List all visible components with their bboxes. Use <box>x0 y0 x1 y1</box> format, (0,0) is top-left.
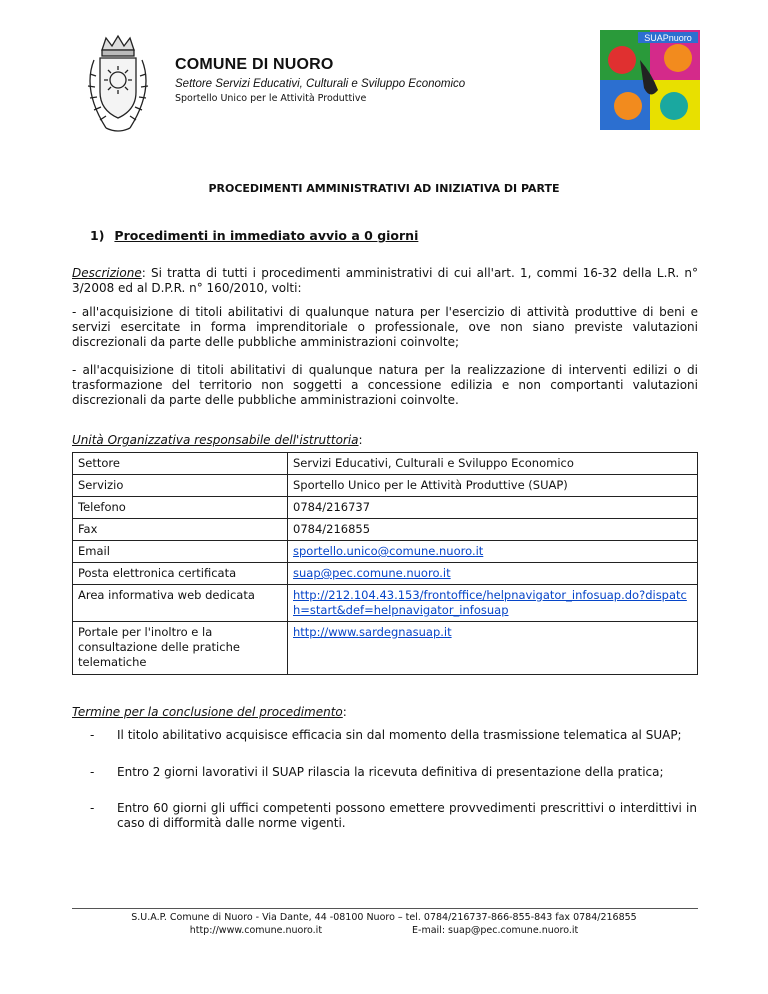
org-department: Settore Servizi Educativi, Culturali e Sviluppo Economico <box>175 78 466 90</box>
org-office: Sportello Unico per le Attività Produttive <box>175 93 367 104</box>
deadline-item-text: Il titolo abilitativo acquisisce efficacia sin dal momento della trasmissione telematica al SUAP; <box>117 728 682 742</box>
deadline-item-text: Entro 60 giorni gli uffici competenti possono emettere provvedimenti prescrittivi o interdittivi in caso di difformità dalle norme vigenti. <box>117 801 697 830</box>
table-key: Settore <box>73 453 288 475</box>
footer-divider <box>72 908 698 909</box>
table-row <box>73 497 698 519</box>
description-label: Descrizione <box>72 266 142 280</box>
description-intro <box>72 266 698 296</box>
table-key: Portale per l'inoltro e la consultazione delle pratiche telematiche <box>73 622 288 675</box>
section-heading <box>90 228 418 243</box>
suap-logo-text: SUAPnuoro <box>644 33 692 43</box>
org-name: COMUNE DI NUORO <box>175 56 334 73</box>
description-text: : Si tratta di tutti i procedimenti amministrativi di cui all'art. 1, commi 16-32 della L.R. n° 3/2008 ed al D.P.R. n° 160/2010, volti: <box>72 266 698 295</box>
table-row <box>73 519 698 541</box>
unit-label: Unità Organizzativa responsabile dell'istruttoria <box>72 433 359 447</box>
deadline-heading <box>72 705 698 720</box>
description-item-1: - all'acquisizione di titoli abilitativi di qualunque natura per l'esercizio di attività produttive di beni e servizi esercitate in forma imprenditoriale o professionale, ove non siano previste valutazioni discrezionali da parte delle pubbliche amministrazioni coinvolte; <box>72 305 698 349</box>
table-row <box>73 453 698 475</box>
footer-address: S.U.A.P. Comune di Nuoro - Via Dante, 44 -08100 Nuoro – tel. 0784/216737-866-855-843 fax 0784/216855 <box>131 912 637 923</box>
municipal-crest-icon <box>72 30 164 140</box>
dash: - <box>90 728 95 742</box>
pec-link[interactable]: suap@pec.comune.nuoro.it <box>293 566 451 580</box>
table-row <box>73 585 698 622</box>
deadline-label: Termine per la conclusione del procedimento <box>72 705 343 719</box>
table-row <box>73 622 698 675</box>
suap-logo <box>600 30 700 130</box>
table-key: Posta elettronica certificata <box>73 563 288 585</box>
table-value: 0784/216737 <box>288 497 698 519</box>
footer-contacts <box>0 925 768 936</box>
table-key: Area informativa web dedicata <box>73 585 288 622</box>
table-row <box>73 563 698 585</box>
dash: - <box>90 765 95 779</box>
table-key: Email <box>73 541 288 563</box>
portal-link[interactable]: http://www.sardegnasuap.it <box>293 625 452 639</box>
unit-info-table <box>72 452 698 675</box>
footer-email[interactable]: E-mail: suap@pec.comune.nuoro.it <box>412 925 579 936</box>
table-value: 0784/216855 <box>288 519 698 541</box>
footer-website[interactable]: http://www.comune.nuoro.it <box>189 925 323 936</box>
unit-heading <box>72 433 698 448</box>
unit-suffix: : <box>358 433 363 447</box>
deadline-item-text: Entro 2 giorni lavorativi il SUAP rilascia la ricevuta definitiva di presentazione della pratica; <box>117 765 664 779</box>
table-value: Servizi Educativi, Culturali e Sviluppo Economico <box>288 453 698 475</box>
deadline-suffix: : <box>342 705 347 719</box>
dash: - <box>90 801 95 815</box>
document-title: PROCEDIMENTI AMMINISTRATIVI AD INIZIATIVA DI PARTE <box>208 182 560 195</box>
description-item-2: - all'acquisizione di titoli abilitativi di qualunque natura per la realizzazione di interventi edilizi o di trasformazione del territorio non soggetti a concessione edilizia e non comportanti valutazioni discrezionali da parte delle pubbliche amministrazioni coinvolte. <box>72 363 698 407</box>
table-key: Fax <box>73 519 288 541</box>
table-row <box>73 475 698 497</box>
table-key: Telefono <box>73 497 288 519</box>
section-number: 1) <box>90 228 105 243</box>
table-value: Sportello Unico per le Attività Produttive (SUAP) <box>288 475 698 497</box>
table-row <box>73 541 698 563</box>
email-link[interactable]: sportello.unico@comune.nuoro.it <box>293 544 484 558</box>
section-title: Procedimenti in immediato avvio a 0 giorni <box>114 228 419 243</box>
info-area-link[interactable]: http://212.104.43.153/frontoffice/helpnavigator_infosuap.do?dispatch=start&def=helpnavigator_infosuap <box>293 588 687 617</box>
table-key: Servizio <box>73 475 288 497</box>
